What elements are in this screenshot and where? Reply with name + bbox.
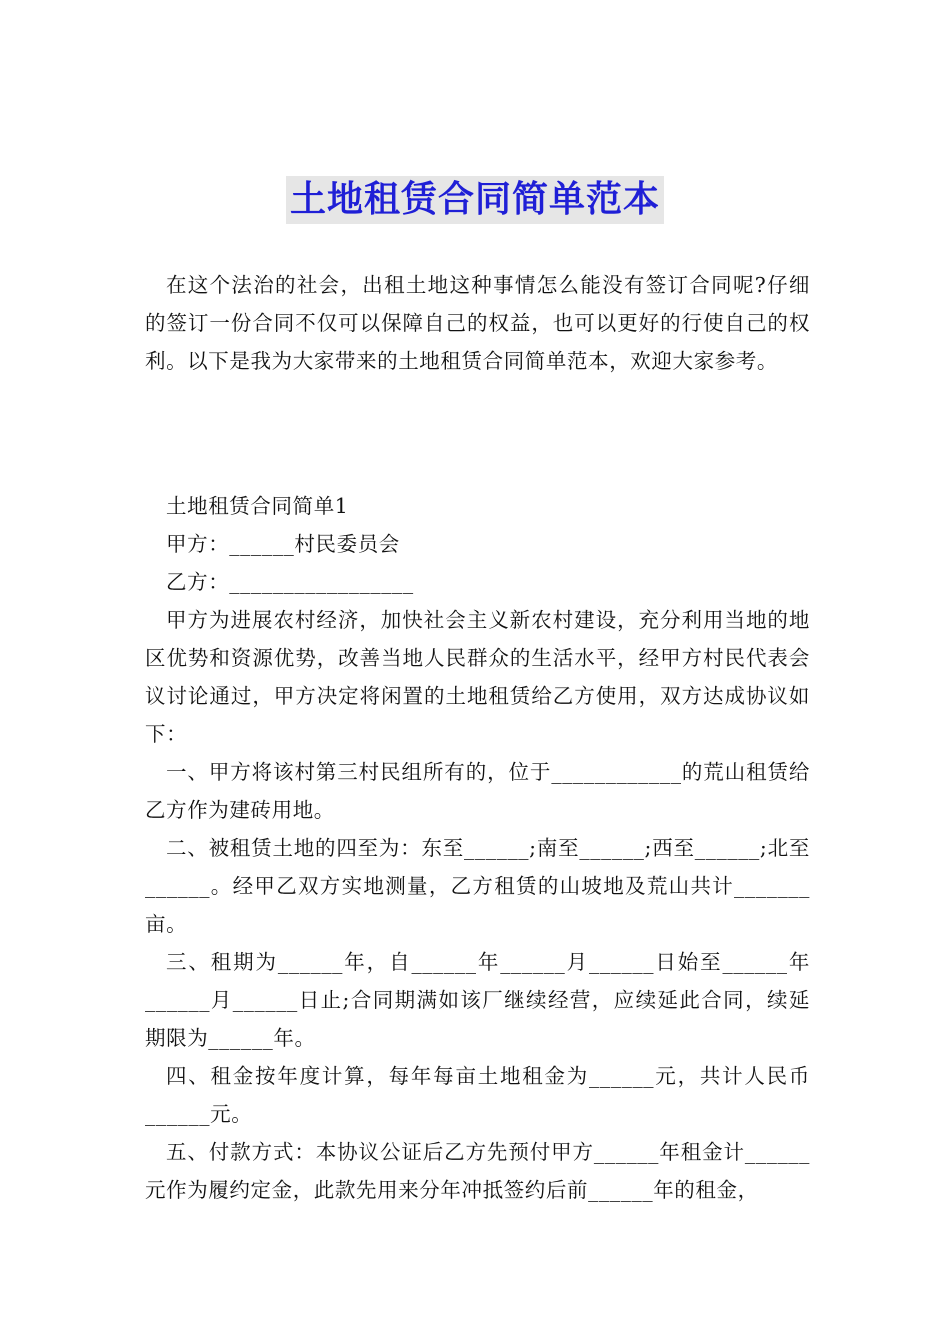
clause-5: 五、付款方式：本协议公证后乙方先预付甲方______年租金计______元作为履约定金，此款先用来分年冲抵签约后前______年的租金， bbox=[145, 1140, 810, 1202]
clause-3: 三、租期为______年，自______年______月______日始至______年______月______日止;合同期满如该厂继续经营，应续延此合同，续延期限为______年。 bbox=[145, 950, 810, 1050]
title-container bbox=[0, 176, 950, 224]
party-b-line: 乙方：_________________ bbox=[166, 570, 414, 594]
contract-preamble: 甲方为进展农村经济，加快社会主义新农村建设，充分利用当地的地区优势和资源优势，改善当地人民群众的生活水平，经甲方村民代表会议讨论通过，甲方决定将闲置的土地租赁给乙方使用，双方达成协议如下： bbox=[145, 608, 810, 746]
contract-heading: 土地租赁合同简单1 bbox=[166, 494, 349, 518]
intro-section bbox=[145, 266, 810, 380]
clause-4: 四、租金按年度计算，每年每亩土地租金为______元，共计人民币______元。 bbox=[145, 1064, 810, 1126]
clause-1: 一、甲方将该村第三村民组所有的，位于____________的荒山租赁给乙方作为建砖用地。 bbox=[145, 760, 810, 822]
party-a-line: 甲方：______村民委员会 bbox=[166, 532, 400, 556]
contract-section bbox=[145, 487, 810, 1209]
document-title: 土地租赁合同简单范本 bbox=[286, 176, 664, 224]
clause-2: 二、被租赁土地的四至为：东至______;南至______;西至______;北至______。经甲乙双方实地测量，乙方租赁的山坡地及荒山共计_______亩。 bbox=[145, 836, 810, 936]
intro-paragraph: 在这个法治的社会，出租土地这种事情怎么能没有签订合同呢?仔细的签订一份合同不仅可以保障自己的权益，也可以更好的行使自己的权利。以下是我为大家带来的土地租赁合同简单范本，欢迎大家参考。 bbox=[145, 273, 810, 373]
